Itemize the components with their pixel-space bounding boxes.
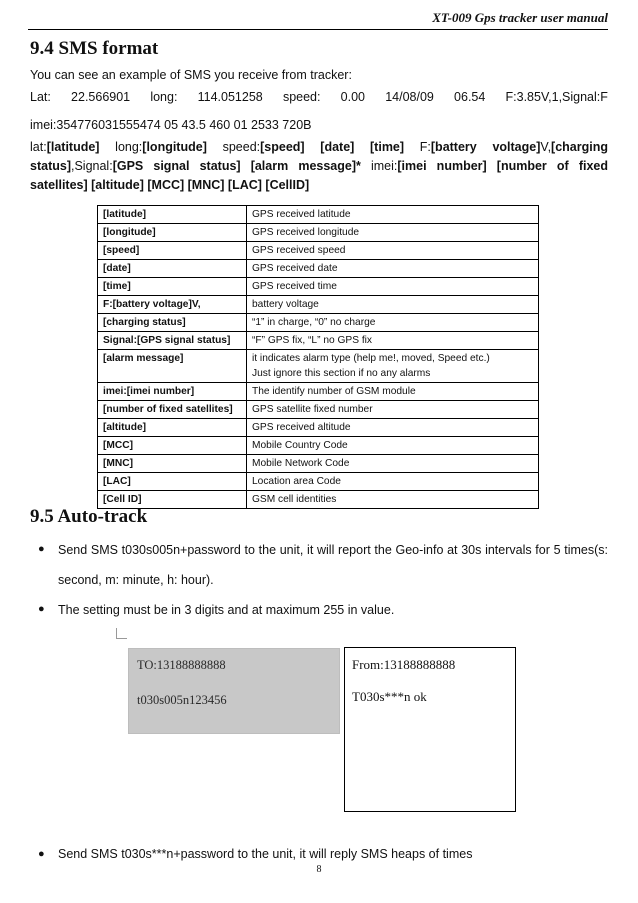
field-description-text: The identify number of GSM module	[252, 386, 416, 397]
auto-track-bullet-2: The setting must be in 3 digits and at maximum 255 in value.	[58, 603, 395, 617]
field-name-cell: [MCC]	[98, 437, 247, 455]
field-description-text: Location area Code	[252, 476, 341, 487]
table-row	[98, 224, 539, 242]
field-description-text: GPS received longitude	[252, 227, 360, 238]
reply-sms-screenshot	[344, 647, 516, 812]
table-row	[98, 332, 539, 350]
field-description-cell	[247, 473, 539, 491]
sms-sample-line	[30, 90, 608, 104]
sms-sample-token: speed:	[282, 90, 321, 104]
format-field-token: [GPS signal status] [alarm message]*	[112, 159, 361, 173]
table-row	[98, 242, 539, 260]
section-heading-sms-format: 9.4 SMS format	[30, 38, 159, 59]
field-description-text: Mobile Network Code	[252, 458, 350, 469]
field-name-cell: [altitude]	[98, 419, 247, 437]
sms-sample-token: 114.051258	[197, 90, 263, 104]
sms-format-description	[30, 138, 608, 195]
auto-track-bullet-3: Send SMS t030s***n+password to the unit, it will reply SMS heaps of times	[58, 847, 473, 861]
field-name-cell: [longitude]	[98, 224, 247, 242]
table-row	[98, 437, 539, 455]
sms-sample-token: 14/08/09	[385, 90, 434, 104]
sms-sample-token: 06.54	[454, 90, 486, 104]
field-name-cell: [LAC]	[98, 473, 247, 491]
format-field-token: [charging status]	[30, 140, 608, 173]
field-name-cell: [date]	[98, 260, 247, 278]
table-row	[98, 314, 539, 332]
table-row	[98, 296, 539, 314]
field-name-cell: [number of fixed satellites]	[98, 401, 247, 419]
field-description-cell	[247, 260, 539, 278]
field-description-text: “F” GPS fix, “L” no GPS fix	[252, 335, 373, 346]
sms-sample-token: Lat:	[30, 90, 51, 104]
table-row	[98, 260, 539, 278]
image-corner-mark	[116, 628, 127, 639]
sms-fields-table	[97, 205, 539, 509]
field-description-cell	[247, 455, 539, 473]
field-name-cell: [speed]	[98, 242, 247, 260]
format-literal-token: speed:	[206, 140, 261, 154]
bullet-icon: ●	[38, 603, 45, 615]
field-description-cell	[247, 278, 539, 296]
table-row	[98, 383, 539, 401]
bullet-icon: ●	[38, 848, 45, 860]
field-description-text: Mobile Country Code	[252, 440, 348, 451]
format-literal-token: long:	[99, 140, 143, 154]
format-field-token: [speed] [date] [time]	[260, 140, 405, 154]
field-description-text: it indicates alarm type (help me!, moved, Speed etc.)	[252, 353, 490, 364]
field-description-cell	[247, 437, 539, 455]
field-name-cell: [latitude]	[98, 206, 247, 224]
field-description-cell	[247, 314, 539, 332]
field-description-cell	[247, 419, 539, 437]
sent-sms-recipient: TO:13188888888	[137, 658, 226, 672]
format-field-token: [battery voltage]	[430, 140, 541, 154]
field-description-cell	[247, 401, 539, 419]
table-row	[98, 206, 539, 224]
bullet-icon: ●	[38, 543, 45, 555]
page-number: 8	[316, 864, 322, 875]
field-description-cell	[247, 224, 539, 242]
field-description-cell	[247, 350, 539, 383]
field-description-text: GPS received time	[252, 281, 337, 292]
table-row	[98, 419, 539, 437]
format-field-token: [latitude]	[46, 140, 100, 154]
field-description-text: GPS received date	[252, 263, 338, 274]
manual-header-title: XT-009 Gps tracker user manual	[432, 10, 608, 25]
table-row	[98, 401, 539, 419]
header-divider	[28, 29, 608, 30]
field-description-cell	[247, 206, 539, 224]
field-description-text: GPS received speed	[252, 245, 346, 256]
table-row	[98, 473, 539, 491]
field-description-text: GPS satellite fixed number	[252, 404, 373, 415]
format-literal-token: V,	[540, 140, 552, 154]
field-description-cell	[247, 491, 539, 509]
field-description-cell	[247, 332, 539, 350]
field-description-text: “1” in charge, “0” no charge	[252, 317, 376, 328]
field-name-cell: imei:[imei number]	[98, 383, 247, 401]
field-name-cell: [charging status]	[98, 314, 247, 332]
field-description-text: GPS received latitude	[252, 209, 351, 220]
table-row	[98, 350, 539, 383]
sms-sample-token: 0.00	[340, 90, 365, 104]
field-description-cell	[247, 296, 539, 314]
field-description-text: Just ignore this section if no any alarms	[252, 368, 431, 379]
field-name-cell: [alarm message]	[98, 350, 247, 383]
format-literal-token: F:	[404, 140, 431, 154]
field-name-cell: [Cell ID]	[98, 491, 247, 509]
table-row	[98, 491, 539, 509]
format-literal-token: imei:	[360, 159, 398, 173]
field-description-cell	[247, 383, 539, 401]
sms-sample-token: F:3.85V,1,Signal:F	[505, 90, 608, 104]
table-row	[98, 455, 539, 473]
reply-sms-sender: From:13188888888	[352, 657, 456, 672]
field-description-text: GPS received altitude	[252, 422, 351, 433]
sms-sample-token: long:	[150, 90, 178, 104]
format-field-token: [imei number] [number of fixed satellites] [altitude] [MCC] [MNC] [LAC] [CellID]	[30, 159, 608, 192]
field-name-cell: F:[battery voltage]V,	[98, 296, 247, 314]
format-literal-token: ,Signal:	[70, 159, 113, 173]
field-name-cell: [MNC]	[98, 455, 247, 473]
field-description-text: GSM cell identities	[252, 494, 337, 505]
table-row	[98, 278, 539, 296]
field-name-cell: [time]	[98, 278, 247, 296]
format-field-token: [longitude]	[142, 140, 207, 154]
sms-intro-text: You can see an example of SMS you receive from tracker:	[30, 68, 352, 82]
section-heading-auto-track: 9.5 Auto-track	[30, 506, 148, 527]
sent-sms-screenshot	[128, 648, 340, 734]
auto-track-bullet-1: Send SMS t030s005n+password to the unit, it will report the Geo-info at 30s intervals for 5 times(s: second, m: minute, h: hour).	[58, 543, 608, 587]
format-literal-token: lat:	[30, 140, 47, 154]
field-description-text: battery voltage	[252, 299, 319, 310]
field-name-cell: Signal:[GPS signal status]	[98, 332, 247, 350]
reply-sms-body: T030s***n ok	[352, 689, 427, 704]
field-description-cell	[247, 242, 539, 260]
sent-sms-body: t030s005n123456	[137, 693, 227, 707]
sms-sample-token: 22.566901	[71, 90, 131, 104]
sms-sample-imei-line: imei:354776031555474 05 43.5 460 01 2533 720B	[30, 118, 312, 132]
